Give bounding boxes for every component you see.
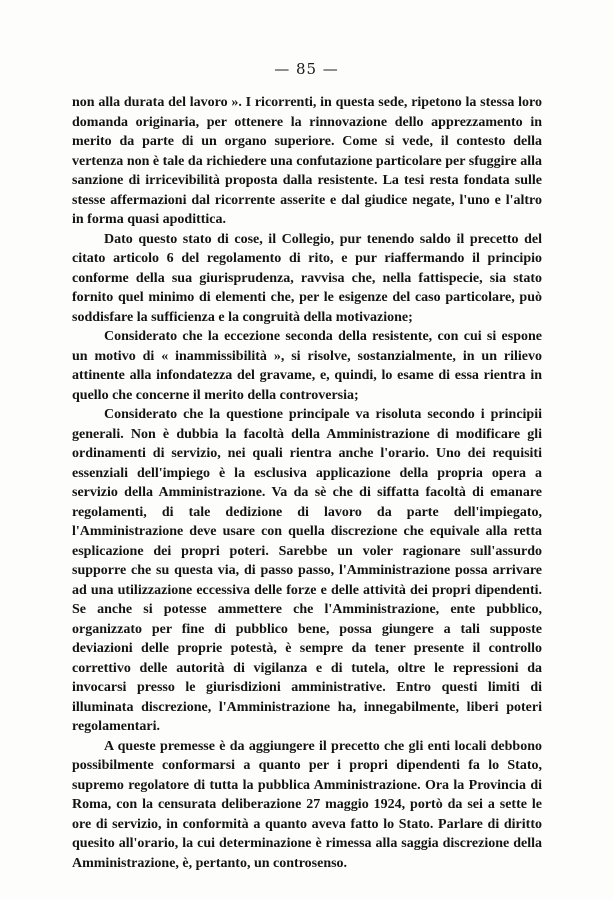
paragraph: Dato questo stato di cose, il Collegio, pur tenendo saldo il precetto del citato articolo 6 del regolamento di rito, e pur riaffermando il principio conforme della sua giurisprudenza, ravvisa che, nella fattispecie, sia stato fornito quel minimo di elementi che, per le esigenze del caso particolare, può soddisfare la sufficienza e la congruità della motivazione; (72, 231, 542, 325)
paragraph: A queste premesse è da aggiungere il precetto che gli enti locali debbono possibilmente conformarsi a quanto per i propri dipendenti fa lo Stato, supremo regolatore di tutta la pubblica Amministrazione. Ora la Provincia di Roma, con la censurata deliberazione 27 maggio 1924, portò da sei a sette le ore di servizio, in conformità a quanto aveva fatto lo Stato. Parlare di diritto quesito all'orario, la cui determinazione è rimessa alla saggia discrezione della Amministrazione, è, pertanto, un controsenso. (72, 738, 542, 871)
paragraph: Considerato che la eccezione seconda della resistente, con cui si espone un motivo di « inammissibilità », si risolve, sostanzialmente, in un rilievo attinente alla infondatezza del gravame, e, quindi, lo esame di essa rientra in quello che concerne il merito della controversia; (72, 329, 542, 403)
page-number: — 85 — (274, 60, 339, 78)
body-text (72, 93, 542, 873)
paragraph: non alla durata del lavoro ». I ricorrenti, in questa sede, ripetono la stessa loro domanda originaria, per ottenere la rinnovazione dello apprezzamento in merito da parte di un organo superiore. Come si vede, il contesto della vertenza non è tale da richiedere una confutazione particolare per sfuggire alla sanzione di irricevibilità proposta dalla resistente. La tesi resta fondata sulle stesse affermazioni dal ricorrente asserite e dal giudice negate, l'uno e l'altro in forma quasi apodittica. (72, 95, 542, 227)
paragraph: Considerato che la questione principale va risoluta secondo i principii generali. Non è dubbia la facoltà della Amministrazione di modificare gli ordinamenti di servizio, nei quali rientra anche l'orario. Uno dei requisiti essenziali dell'impiego è la esclusiva applicazione della propria opera a servizio della Amministrazione. Va da sè che di siffatta facoltà di emanare regolamenti, di tale dedizione di lavoro da parte dell'impiegato, l'Amministrazione deve usare con quella discrezione che equivale alla retta esplicazione dei propri poteri. Sarebbe un voler ragionare sull'assurdo supporre che su questa via, di passo passo, l'Amministrazione possa arrivare ad una utilizzazione eccessiva delle forze e delle attività dei propri dipendenti. Se anche si potesse ammettere che l'Amministrazione, ente pubblico, organizzato per fine di pubblico bene, possa giungere a tali supposte deviazioni delle proprie potestà, è sempre da tener presente il controllo correttivo delle autorità di vigilanza e di tutela, oltre le repressioni da invocarsi presso le giurisdizioni amministrative. Entro questi limiti di illuminata discrezione, l'Amministrazione ha, innegabilmente, liberi poteri regolamentari. (72, 407, 542, 734)
